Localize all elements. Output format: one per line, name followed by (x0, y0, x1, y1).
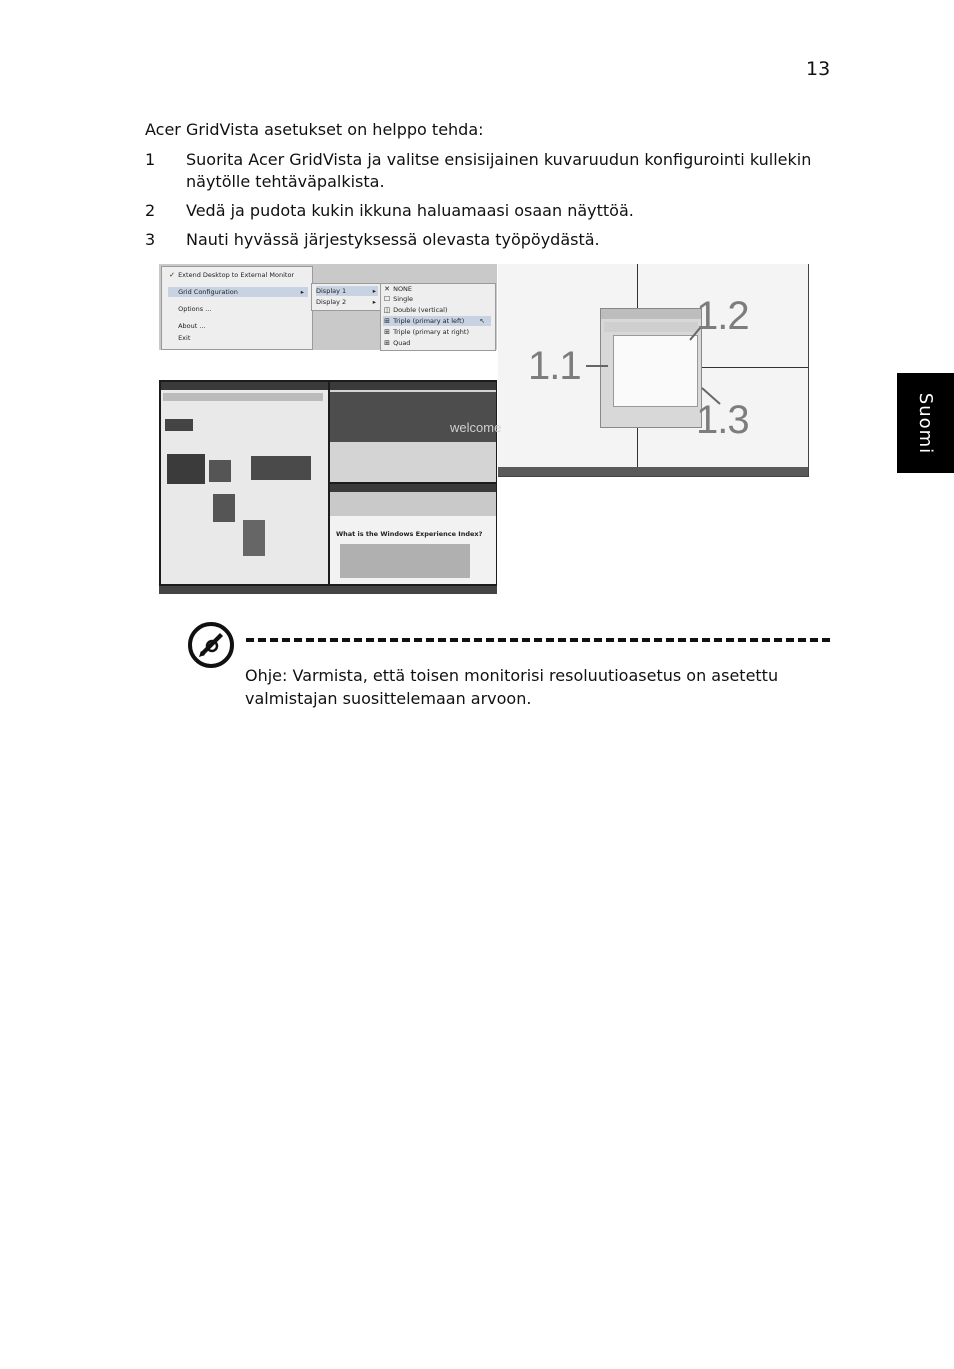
help-window-bottom-right (330, 484, 496, 584)
grid-option-none: ✕ NONE (384, 285, 413, 293)
display-submenu (311, 283, 383, 311)
menu-item-extend-desktop: ✓ Extend Desktop to External Monitor (169, 271, 295, 279)
page-number: 13 (806, 58, 831, 80)
note-icon (187, 621, 235, 669)
note-label: Ohje: (245, 666, 288, 685)
grid-option-quad: ⊞ Quad (384, 339, 411, 347)
welcome-text: welcome (450, 420, 502, 435)
welcome-window-top-right (330, 382, 502, 482)
language-side-tab (897, 373, 954, 473)
cursor-icon: ↖ (479, 317, 485, 325)
media-player-block (251, 456, 311, 480)
browser-window-left (161, 382, 328, 584)
window-title-bar (161, 382, 328, 390)
submenu-arrow-icon: ▸ (300, 288, 304, 296)
intro-text: Acer GridVista asetukset on helppo tehda: (145, 120, 484, 139)
note-text (245, 664, 835, 710)
steps-list (145, 149, 825, 258)
tray-context-menu (161, 266, 313, 350)
step-number: 2 (145, 201, 156, 220)
close-icon: ✕ (384, 285, 390, 293)
step-number: 1 (145, 150, 156, 169)
submenu-arrow-icon: ▸ (372, 287, 376, 295)
content-image (243, 520, 265, 556)
step-text: Nauti hyvässä järjestyksessä olevasta työpöydästä. (186, 230, 600, 249)
grid-option-double: ◫ Double (vertical) (383, 306, 448, 314)
step-item (145, 229, 825, 251)
menu-item-options: Options ... (178, 305, 212, 313)
double-grid-icon: ◫ (383, 306, 391, 314)
help-toolbar (330, 492, 496, 516)
window-title-bar (330, 382, 496, 390)
quad-grid-icon: ⊞ (384, 339, 390, 347)
note-body: Varmista, että toisen monitorisi resoluutioasetus on asetettu valmistajan suosittelemaan arvoon. (245, 666, 779, 708)
taskbar (159, 586, 497, 594)
content-image (213, 494, 235, 522)
help-heading: What is the Windows Experience Index? (336, 530, 483, 538)
grid-submenu (380, 283, 496, 351)
window-title-bar (330, 484, 496, 492)
checkmark-icon: ✓ (169, 271, 175, 279)
triple-grid-icon: ⊞ (384, 328, 390, 336)
menu-item-grid-configuration: Grid Configuration ▸ (168, 287, 308, 297)
step-text: Vedä ja pudota kukin ikkuna haluamaasi osaan näyttöä. (186, 201, 634, 220)
menu-item-display-1: Display 1 ▸ (316, 287, 376, 295)
triple-grid-icon: ⊞ (384, 317, 390, 325)
site-logo-block (165, 419, 193, 431)
menu-item-about: About ... (178, 322, 206, 330)
content-image (209, 460, 231, 482)
content-image (167, 454, 205, 484)
grid-option-triple-left: ⊞ Triple (primary at left) ↖ (383, 316, 491, 326)
grid-label-1-2: 1.2 (696, 294, 749, 338)
grid-layout-screenshot (498, 264, 809, 477)
step-item (145, 200, 825, 222)
grid-option-single: ☐ Single (383, 295, 414, 303)
menu-item-exit: Exit (178, 334, 191, 342)
grid-label-1-1: 1.1 (528, 344, 581, 388)
gridvista-menu-screenshot (159, 264, 497, 350)
note-divider (246, 638, 830, 642)
browser-toolbar (163, 393, 323, 401)
submenu-arrow-icon: ▸ (372, 298, 376, 306)
arranged-desktop-screenshot (159, 380, 502, 594)
grid-label-1-3: 1.3 (696, 398, 749, 442)
menu-item-display-2: Display 2 ▸ (316, 298, 376, 306)
step-text: Suorita Acer GridVista ja valitse ensisijainen kuvaruudun konfigurointi kullekin näytölle tehtäväpalkista. (186, 150, 812, 191)
step-item (145, 149, 825, 193)
single-grid-icon: ☐ (383, 295, 391, 303)
label-arrows (498, 264, 808, 476)
embedded-dialog (340, 544, 470, 578)
side-tab-label: Suomi (915, 392, 937, 454)
step-number: 3 (145, 230, 156, 249)
grid-option-triple-right: ⊞ Triple (primary at right) (384, 328, 470, 336)
